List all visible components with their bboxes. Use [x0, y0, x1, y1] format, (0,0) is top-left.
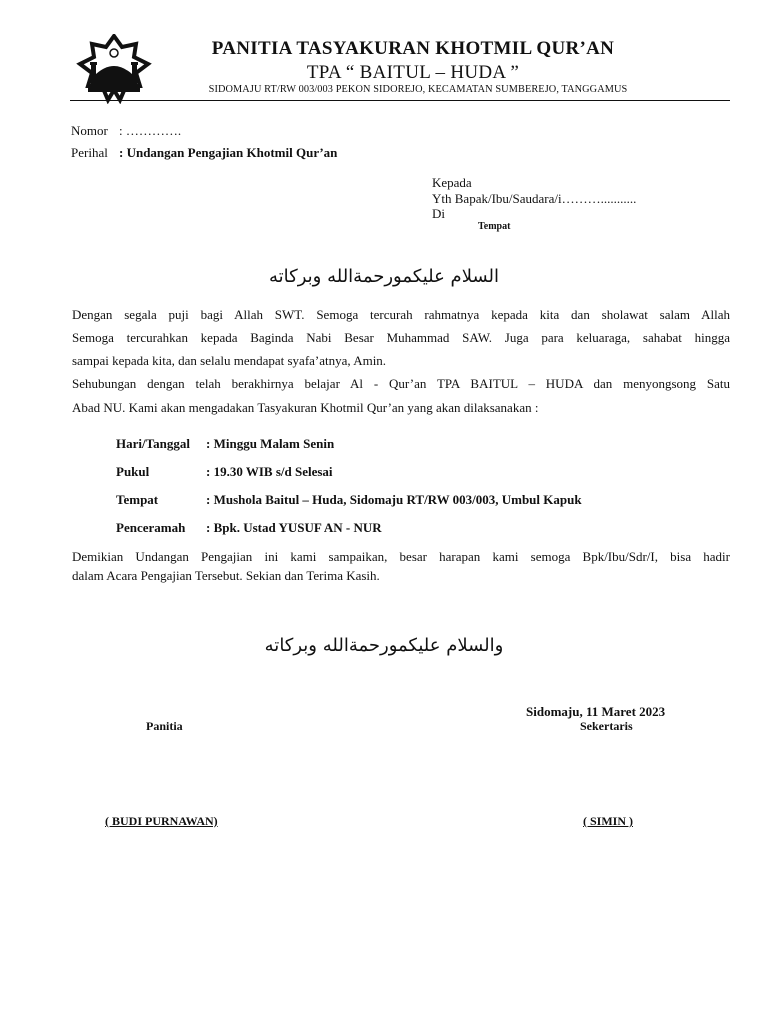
detail-value: : Minggu Malam Senin — [206, 436, 335, 451]
recipient-kepada: Kepada — [432, 175, 472, 190]
recipient-tempat: Tempat — [478, 221, 511, 232]
body-p2-line1: Sehubungan dengan telah berakhirnya belajar Al - Qur’an TPA BAITUL – HUDA dan menyongsong Satu — [72, 376, 730, 391]
detail-label: Hari/Tanggal — [116, 436, 190, 451]
body-p2-line2: Abad NU. Kami akan mengadakan Tasyakuran Khotmil Qur’an yang akan dilaksanakan : — [72, 400, 539, 415]
perihal-line — [71, 145, 337, 161]
perihal-value: : Undangan Pengajian Khotmil Qur’an — [119, 145, 338, 160]
org-name: PANITIA TASYAKURAN KHOTMIL QUR’AN — [211, 38, 615, 59]
detail-row — [116, 520, 382, 536]
detail-value: : 19.30 WIB s/d Selesai — [206, 464, 333, 479]
right-signatory-name: ( SIMIN ) — [583, 814, 633, 828]
detail-row — [116, 492, 582, 508]
mosque-logo-icon — [74, 34, 154, 104]
closing-line2: dalam Acara Pengajian Tersebut. Sekian dan Terima Kasih. — [72, 568, 380, 583]
detail-value: : Bpk. Ustad YUSUF AN - NUR — [206, 520, 382, 535]
detail-label: Penceramah — [116, 520, 186, 535]
detail-label: Pukul — [116, 464, 150, 479]
detail-row — [116, 464, 333, 480]
salam-closing: والسلام عليكمورحمةالله وبركاته — [264, 635, 504, 656]
recipient-yth: Yth Bapak/Ibu/Saudara/i………........... — [432, 191, 637, 206]
body-p1-line1: Dengan segala puji bagi Allah SWT. Semoga tercurah rahmatnya kepada kita dan sholawat salam Allah — [72, 307, 730, 322]
org-address: SIDOMAJU RT/RW 003/003 PEKON SIDOREJO, KECAMATAN SUMBEREJO, TANGGAMUS — [208, 84, 628, 95]
nomor-value: : …………. — [119, 123, 182, 138]
perihal-label: Perihal — [71, 145, 108, 160]
nomor-line — [71, 123, 181, 139]
body-p1-line2: Semoga tercurahkan kepada Baginda Nabi Besar Muhammad SAW. Juga para keluaraga, sahabat hingga — [72, 330, 730, 345]
salam-opening: السلام عليكمورحمةالله وبركاته — [269, 266, 499, 287]
left-signatory-name: ( BUDI PURNAWAN) — [105, 814, 218, 828]
closing-line1: Demikian Undangan Pengajian ini kami sampaikan, besar harapan kami semoga Bpk/Ibu/Sdr/I, bisa hadir — [72, 549, 730, 564]
place-date: Sidomaju, 11 Maret 2023 — [526, 704, 666, 719]
nomor-label: Nomor — [71, 123, 108, 138]
header-divider — [70, 100, 730, 101]
body-p1-line3: sampai kepada kita, dan selalu mendapat syafa’atnya, Amin. — [72, 353, 387, 368]
org-subname: TPA “ BAITUL – HUDA ” — [306, 62, 520, 83]
detail-label: Tempat — [116, 492, 159, 507]
right-role: Sekertaris — [580, 719, 633, 733]
detail-value: : Mushola Baitul – Huda, Sidomaju RT/RW 003/003, Umbul Kapuk — [206, 492, 582, 507]
detail-row — [116, 436, 334, 452]
left-role: Panitia — [146, 719, 183, 733]
recipient-di: Di — [432, 206, 445, 221]
